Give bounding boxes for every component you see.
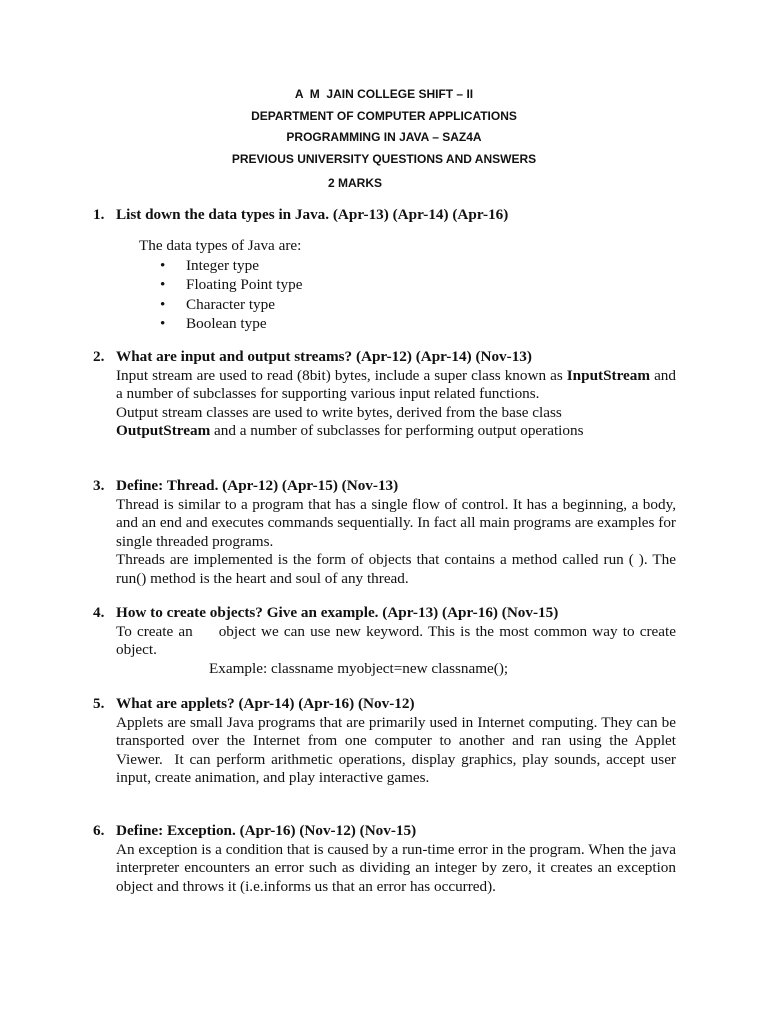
question-4	[93, 604, 680, 678]
list-item: • Character type	[160, 295, 275, 313]
question-number: 4.	[93, 604, 105, 621]
answer-paragraph: Threads are implemented is the form of objects that contains a method called run ( ). The run() method is the heart and soul of any thread.	[116, 551, 676, 587]
question-number: 6.	[93, 822, 105, 839]
section-heading: 2 MARKS	[327, 176, 382, 190]
question-title: 5. What are applets? (Apr-14) (Apr-16) (Nov-12)	[93, 695, 415, 712]
question-title: 2. What are input and output streams? (Apr-12) (Apr-14) (Nov-13)	[93, 348, 532, 365]
course-title: PROGRAMMING IN JAVA – SAZ4A	[286, 130, 482, 144]
answer-paragraph: Input stream are used to read (8bit) bytes, include a super class known as InputStream and a number of subclasses for supporting various input related functions.	[116, 366, 676, 402]
bullet-icon: •	[160, 257, 166, 274]
question-number: 3.	[93, 477, 105, 494]
document-title: PREVIOUS UNIVERSITY QUESTIONS AND ANSWERS	[231, 151, 537, 166]
question-3	[93, 477, 676, 588]
answer-paragraph: Output stream classes are used to write bytes, derived from the base class OutputStream and a number of subclasses for performing output operations	[116, 403, 584, 439]
question-number: 2.	[93, 348, 105, 365]
list-item: • Integer type	[160, 257, 259, 274]
question-title: 1. List down the data types in Java. (Apr-13) (Apr-14) (Apr-16)	[93, 206, 509, 223]
document-header	[0, 84, 768, 170]
bullet-icon: •	[160, 295, 166, 313]
question-1	[93, 206, 676, 225]
answer-paragraph: To create an object we can use new keyword. This is the most common way to create object.	[116, 622, 680, 658]
college-name: A M JAIN COLLEGE SHIFT – II	[294, 87, 474, 101]
code-example: Example: classname myobject=new classname();	[209, 659, 509, 677]
question-number: 5.	[93, 695, 105, 712]
answer-intro: The data types of Java are:	[139, 237, 302, 254]
question-6	[93, 822, 676, 896]
question-2	[93, 348, 676, 441]
question-title: 4. How to create objects? Give an example. (Apr-13) (Apr-16) (Nov-15)	[93, 604, 559, 621]
bullet-icon: •	[160, 314, 166, 332]
question-number: 1.	[93, 206, 105, 223]
answer-paragraph: Applets are small Java programs that are primarily used in Internet computing. They can be transported over the Internet from one computer to another and ran using the Applet Viewer. It can perform arithmetic operations, display graphics, play sounds, accept user input, create animation, and play interactive games.	[116, 713, 680, 786]
answer-paragraph: An exception is a condition that is caused by a run-time error in the program. When the java interpreter encounters an error such as dividing an integer by zero, it creates an exception object and throws it (i.e.informs us that an error has occurred).	[116, 840, 676, 895]
list-item: • Boolean type	[160, 314, 267, 332]
answer-paragraph: Thread is similar to a program that has a single flow of control. It has a beginning, a body, and an end and executes commands sequentially. In fact all main programs are examples for single threaded programs.	[116, 495, 676, 550]
question-title: 6. Define: Exception. (Apr-16) (Nov-12) (Nov-15)	[93, 822, 417, 839]
data-types-list	[160, 256, 302, 333]
list-item: • Floating Point type	[160, 276, 303, 294]
question-title: 3. Define: Thread. (Apr-12) (Apr-15) (Nov-13)	[93, 477, 399, 494]
department-name: DEPARTMENT OF COMPUTER APPLICATIONS	[251, 108, 517, 123]
question-5	[93, 695, 680, 788]
bullet-icon: •	[160, 276, 166, 294]
